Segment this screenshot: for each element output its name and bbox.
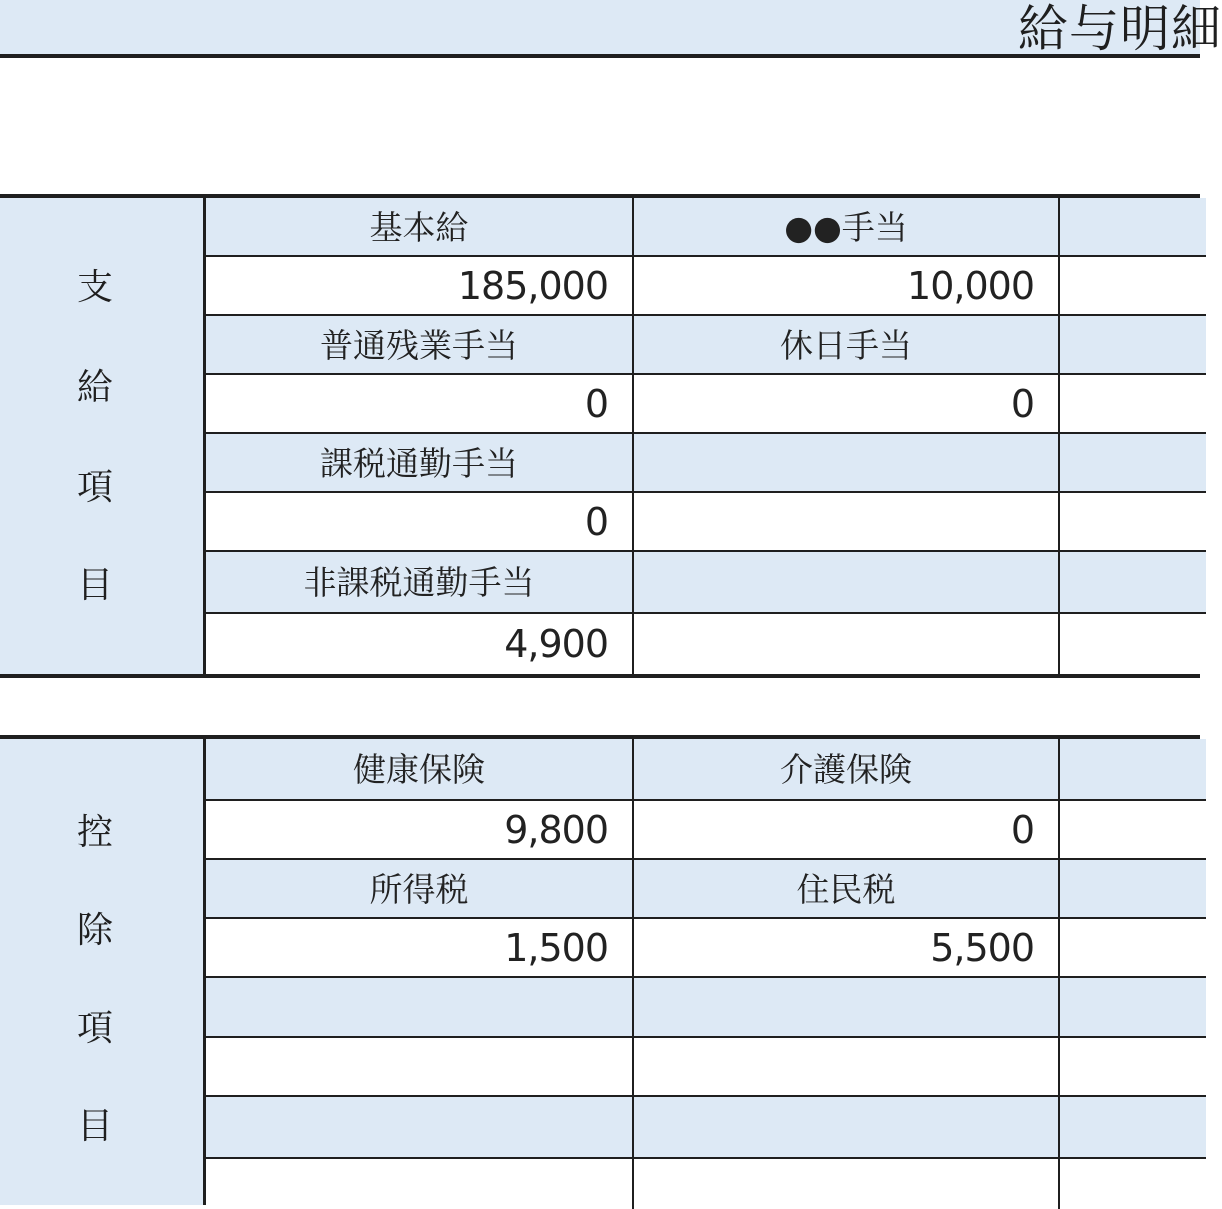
table-row xyxy=(206,614,1206,674)
item-label xyxy=(206,1097,634,1159)
item-label: 住民税 xyxy=(634,860,1060,919)
item-value xyxy=(206,1159,634,1209)
table-row xyxy=(206,434,1206,493)
item-value xyxy=(634,1038,1060,1097)
item-label xyxy=(1060,552,1206,614)
table-row xyxy=(206,375,1206,434)
item-value: 4,900 xyxy=(206,614,634,674)
item-label: 課税通勤手当 xyxy=(206,434,634,493)
item-label: 基本給 xyxy=(206,198,634,257)
table-row xyxy=(206,1159,1206,1209)
item-value xyxy=(1060,919,1206,978)
item-label xyxy=(634,552,1060,614)
table-row xyxy=(206,860,1206,919)
title-band xyxy=(0,0,1222,58)
table-row xyxy=(206,919,1206,978)
item-label xyxy=(1060,739,1206,801)
payment-side-label xyxy=(0,198,206,674)
item-label: 所得税 xyxy=(206,860,634,919)
table-row xyxy=(206,493,1206,552)
item-value xyxy=(634,614,1060,674)
table-row xyxy=(206,978,1206,1038)
item-value: 0 xyxy=(634,801,1060,860)
item-value: 185,000 xyxy=(206,257,634,316)
item-label xyxy=(1060,316,1206,375)
item-value: 0 xyxy=(206,375,634,434)
item-value: 0 xyxy=(634,375,1060,434)
payment-section xyxy=(0,194,1200,678)
item-label: 非課税通勤手当 xyxy=(206,552,634,614)
item-label xyxy=(1060,1097,1206,1159)
side-label-char: 項 xyxy=(76,1008,113,1049)
item-value xyxy=(634,493,1060,552)
item-value: 9,800 xyxy=(206,801,634,860)
side-label-char: 控 xyxy=(76,812,113,853)
item-value xyxy=(1060,1159,1206,1209)
item-value xyxy=(1060,493,1206,552)
document-title: 給与明細 xyxy=(1018,0,1222,58)
item-label xyxy=(1060,978,1206,1038)
side-label-char: 項 xyxy=(76,467,113,508)
item-value xyxy=(1060,375,1206,434)
item-value xyxy=(1060,1038,1206,1097)
table-row xyxy=(206,198,1206,257)
item-label: 健康保険 xyxy=(206,739,634,801)
table-row xyxy=(206,739,1206,801)
item-label: ●●手当 xyxy=(634,198,1060,257)
item-value xyxy=(1060,257,1206,316)
item-label: 普通残業手当 xyxy=(206,316,634,375)
side-label-char: 給 xyxy=(76,367,113,408)
side-label-char: 目 xyxy=(76,1106,113,1147)
item-label xyxy=(634,1097,1060,1159)
item-label xyxy=(1060,198,1206,257)
table-row xyxy=(206,1097,1206,1159)
table-row xyxy=(206,1038,1206,1097)
deduction-section xyxy=(0,735,1200,1205)
item-value: 1,500 xyxy=(206,919,634,978)
item-label xyxy=(206,978,634,1038)
item-value xyxy=(1060,801,1206,860)
item-label: 介護保険 xyxy=(634,739,1060,801)
item-value xyxy=(1060,614,1206,674)
item-label xyxy=(1060,860,1206,919)
item-label xyxy=(634,434,1060,493)
table-row xyxy=(206,801,1206,860)
side-label-char: 目 xyxy=(76,565,113,606)
item-value: 5,500 xyxy=(634,919,1060,978)
item-value: 0 xyxy=(206,493,634,552)
deduction-side-label xyxy=(0,739,206,1205)
item-value xyxy=(206,1038,634,1097)
item-value: 10,000 xyxy=(634,257,1060,316)
table-row xyxy=(206,257,1206,316)
item-label: 休日手当 xyxy=(634,316,1060,375)
item-label xyxy=(634,978,1060,1038)
table-row xyxy=(206,552,1206,614)
side-label-char: 支 xyxy=(76,267,113,308)
side-label-char: 除 xyxy=(76,910,113,951)
table-row xyxy=(206,316,1206,375)
item-value xyxy=(634,1159,1060,1209)
item-label xyxy=(1060,434,1206,493)
